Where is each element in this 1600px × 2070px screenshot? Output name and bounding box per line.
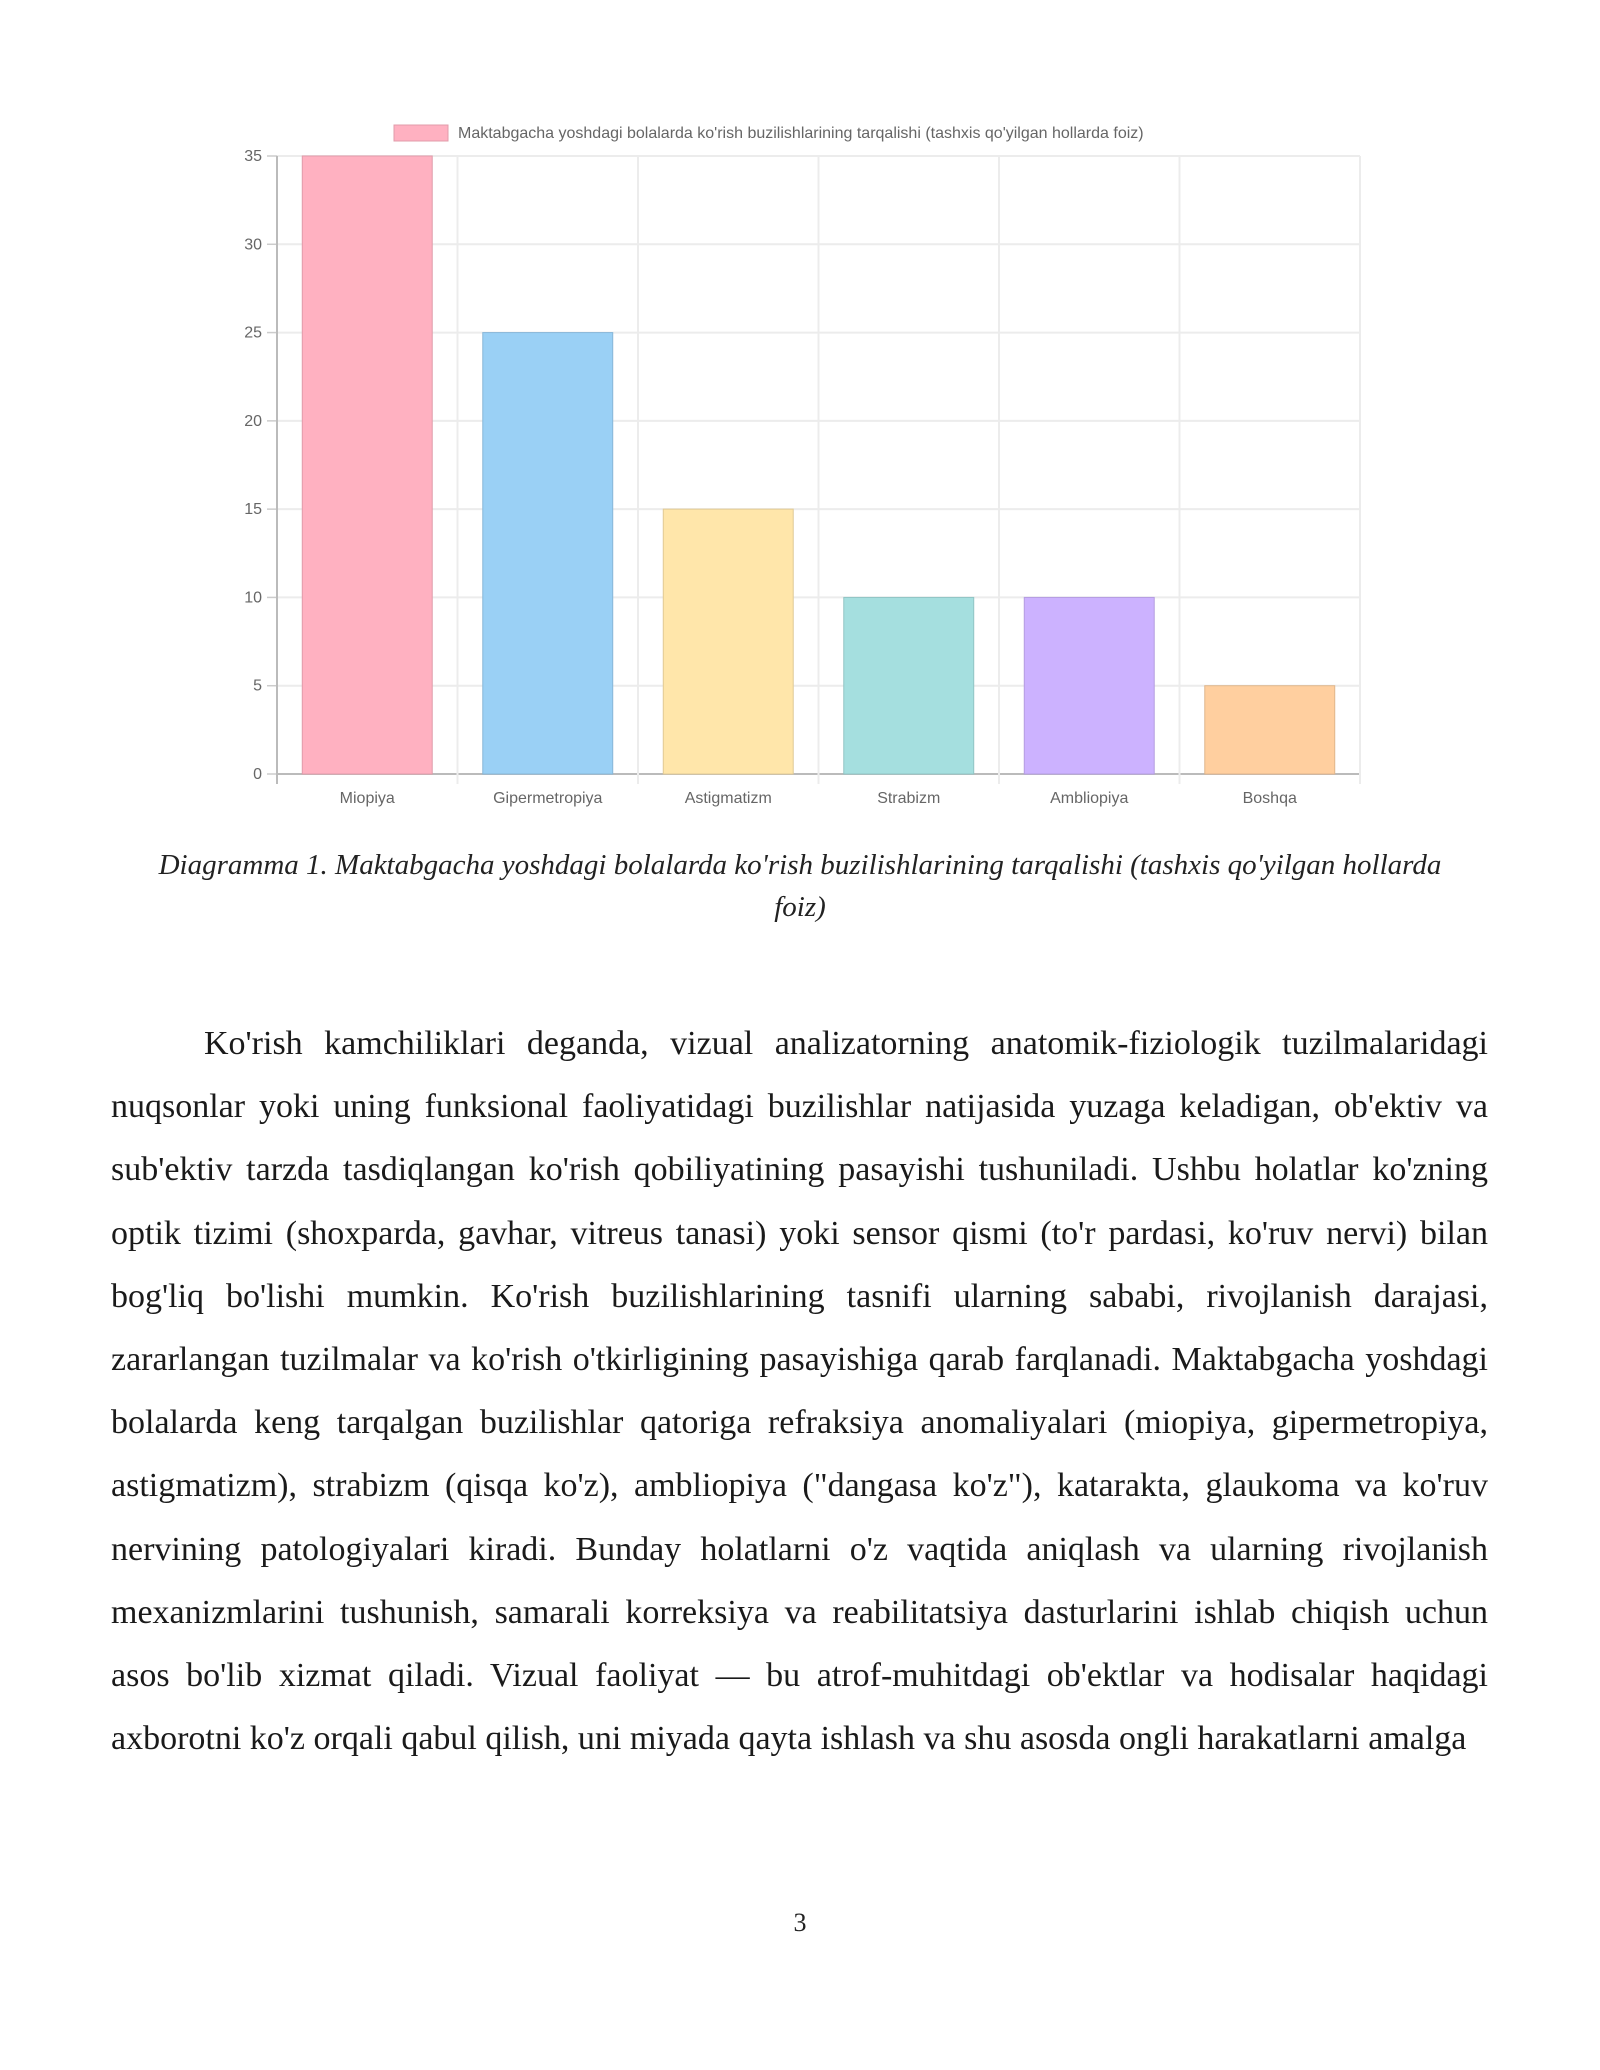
y-tick-label: 35 — [244, 148, 262, 165]
bar-astigmatizm — [663, 509, 793, 774]
figure-caption: Diagramma 1. Maktabgacha yoshdagi bolalarda ko'rish buzilishlarining tarqalishi (tashxis qo'yilgan hollarda foiz) — [158, 849, 1442, 923]
x-tick-label: Gipermetropiya — [493, 790, 603, 807]
bar-boshqa — [1205, 686, 1335, 774]
x-tick-label: Boshqa — [1242, 790, 1297, 807]
bar-gipermetropiya — [483, 333, 613, 774]
x-tick-label: Ambliopiya — [1050, 790, 1129, 807]
page-number: 3 — [793, 1908, 807, 1937]
bar-miopiya — [302, 156, 432, 774]
bar-ambliopiya — [1024, 597, 1154, 774]
legend-label: Maktabgacha yoshdagi bolalarda ko'rish buzilishlarining tarqalishi (tashxis qo'yilgan hollarda foiz) — [458, 125, 1144, 142]
bar-strabizm — [844, 597, 974, 774]
x-tick-label: Astigmatizm — [684, 790, 772, 807]
y-tick-label: 15 — [244, 501, 262, 519]
y-tick-label: 25 — [244, 324, 262, 342]
y-tick-label: 10 — [244, 589, 262, 607]
y-tick-label: 30 — [244, 236, 262, 254]
y-tick-label: 20 — [244, 412, 262, 430]
bar-chart — [200, 110, 1400, 820]
x-tick-label: Miopiya — [339, 790, 395, 807]
bar-chart-svg — [200, 110, 1400, 820]
legend-swatch — [394, 125, 448, 141]
x-tick-label: Strabizm — [877, 790, 941, 807]
y-tick-label: 5 — [253, 677, 262, 695]
y-tick-label: 0 — [253, 766, 262, 783]
body-paragraph: Ko'rish kamchiliklari deganda, vizual analizatorning anatomik-fiziologik tuzilmalaridagi nuqsonlar yoki uning funksional faoliyatidagi buzilishlar natijasida yuzaga keladigan, ob'ektiv va sub'ektiv tarzda tasdiqlangan ko'rish qobiliyatining pasayishi tushuniladi. Ushbu holatlar ko'zning optik tizimi (shoxparda, gavhar, vitreus tanasi) yoki sensor qismi (to'r pardasi, ko'ruv nervi) bilan bog'liq bo'lishi mumkin. Ko'rish buzilishlarining tasnifi ularning sababi, rivojlanish darajasi, zararlangan tuzilmalar va ko'rish o'tkirligining pasayishiga qarab farqlanadi. Maktabgacha yoshdagi bolalarda keng tarqalgan buzilishlar qatoriga refraksiya anomaliyalari (miopiya, gipermetropiya, astigmatizm), strabizm (qisqa ko'z), ambliopiya ("dangasa ko'z"), katarakta, glaukoma va ko'ruv nervining patologiyalari kiradi. Bunday holatlarni o'z vaqtida aniqlash va ularning rivojlanish mexanizmlarini tushunish, samarali korreksiya va reabilitatsiya dasturlarini ishlab chiqish uchun asos bo'lib xizmat qiladi. Vizual faoliyat — bu atrof-muhitdagi ob'ektlar va hodisalar haqidagi axborotni ko'z orqali qabul qilish, uni miyada qayta ishlash va shu asosda ongli harakatlarni amalga — [111, 1025, 1488, 1758]
